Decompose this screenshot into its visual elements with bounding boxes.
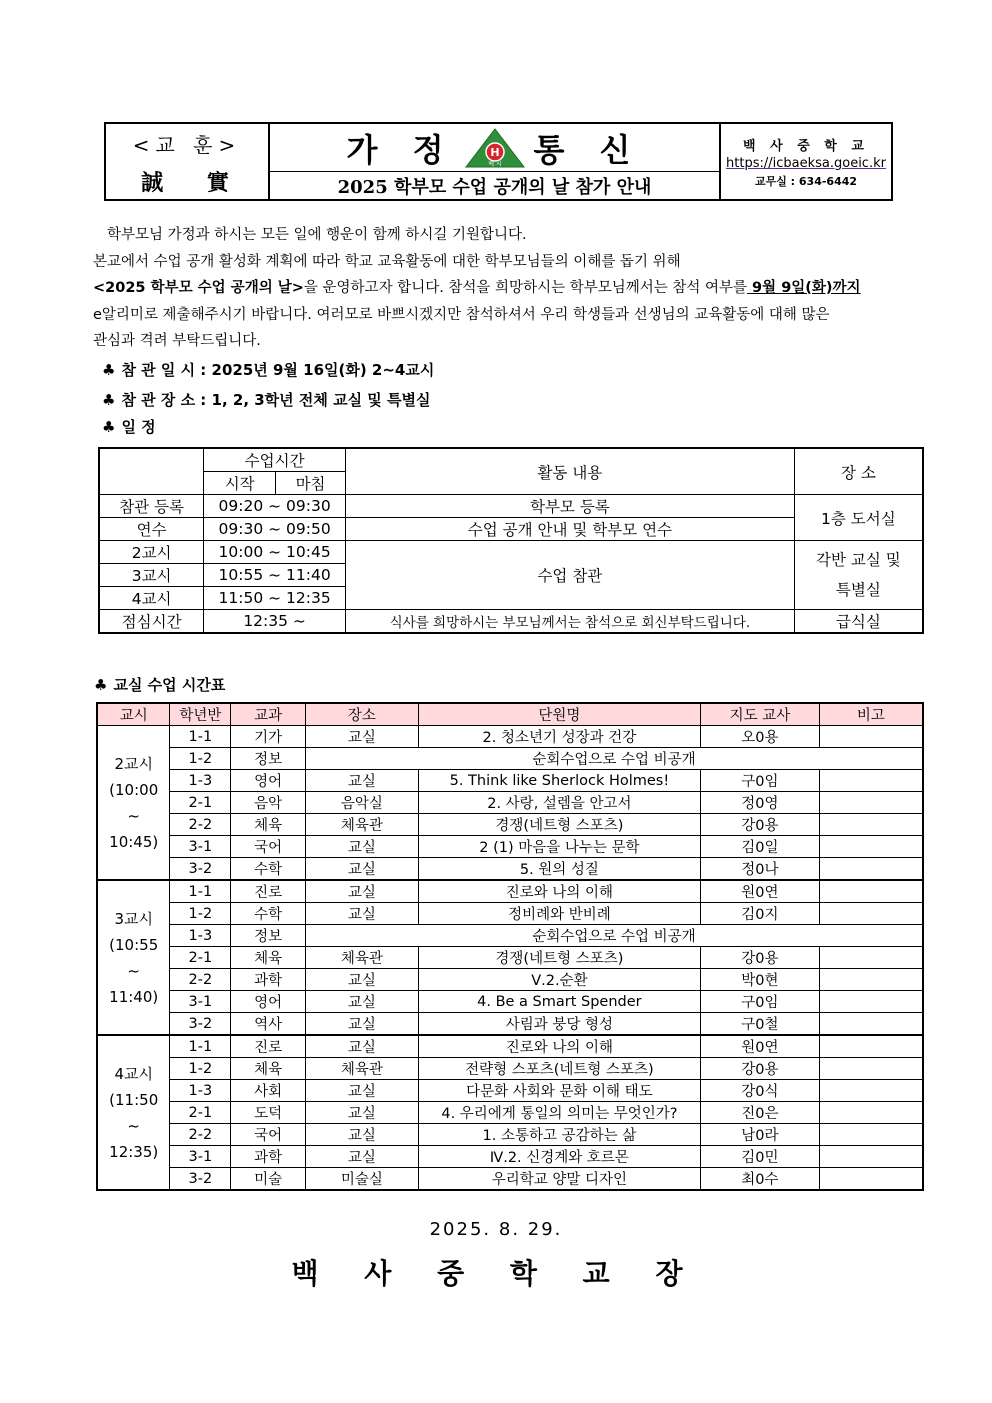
- teacher-cell: 구0철: [701, 1013, 820, 1036]
- unit-cell: 진로와 나의 이해: [418, 1035, 700, 1058]
- place-cell: 음악실: [306, 792, 419, 814]
- timetable-row: [97, 792, 923, 814]
- school-logo-icon: [464, 127, 526, 169]
- teacher-cell: 정0영: [701, 792, 820, 814]
- bullet-timetable: ♣ 교실 수업 시간표: [94, 676, 226, 694]
- unit-cell: Ⅴ.2.순환: [418, 969, 700, 991]
- subject-cell: 정보: [231, 925, 306, 947]
- unit-cell: Ⅳ.2. 신경계와 호르몬: [418, 1146, 700, 1168]
- subject-cell: 역사: [231, 1013, 306, 1036]
- note-cell: [819, 903, 923, 925]
- timetable-row: [97, 969, 923, 991]
- subject-cell: 기가: [231, 726, 306, 748]
- unit-cell: 사림과 붕당 형성: [418, 1013, 700, 1036]
- subject-cell: 정보: [231, 748, 306, 770]
- intro-line-2: 본교에서 수업 공개 활성화 계획에 따라 학교 교육활동에 대한 학부모님들의 이해를 돕기 위해: [93, 253, 681, 270]
- timetable-row: [97, 1124, 923, 1146]
- timetable-header-row: [97, 703, 923, 726]
- class-cell: 1-1: [170, 880, 231, 903]
- timetable-header-cell: 지도 교사: [701, 703, 820, 726]
- class-cell: 2-2: [170, 969, 231, 991]
- subject-cell: 도덕: [231, 1102, 306, 1124]
- timetable-row: [97, 1146, 923, 1168]
- bullet-schedule: ♣ 일 정: [102, 418, 156, 436]
- place-cell: 교실: [306, 1080, 419, 1102]
- unit-cell: 경쟁(네트형 스포츠): [418, 947, 700, 969]
- place-cell: 교실: [306, 770, 419, 792]
- timetable-row: [97, 925, 923, 947]
- place-cell: 교실: [306, 880, 419, 903]
- unit-cell: 4. 우리에게 통일의 의미는 무엇인가?: [418, 1102, 700, 1124]
- timetable-row: [97, 836, 923, 858]
- place-cell: 교실: [306, 969, 419, 991]
- subject-cell: 수학: [231, 903, 306, 925]
- deadline: 9월 9일(화)까지: [747, 280, 861, 296]
- note-cell: [819, 1124, 923, 1146]
- schedule-header-activity: 활동 내용: [345, 448, 794, 495]
- school-info: [721, 124, 891, 199]
- teacher-cell: 남0라: [701, 1124, 820, 1146]
- timetable-row: [97, 1102, 923, 1124]
- teacher-cell: 구0임: [701, 991, 820, 1013]
- bullet-date: ♣ 참 관 일 시 : 2025년 9월 16일(화) 2~4교시: [102, 361, 435, 379]
- schedule-row: 참관 등록 09:20 ~ 09:30 학부모 등록 1층 도서실: [99, 495, 923, 518]
- timetable-row: [97, 1080, 923, 1102]
- intro-line-3: [93, 275, 913, 302]
- class-cell: 1-3: [170, 925, 231, 947]
- schedule-row: 연수 09:30 ~ 09:50 수업 공개 안내 및 학부모 연수: [99, 518, 923, 541]
- activity-observe: 수업 참관: [345, 541, 794, 610]
- svg-text:H: H: [489, 145, 500, 159]
- note-cell: [819, 836, 923, 858]
- unit-cell: 정비례와 반비례: [418, 903, 700, 925]
- closed-notice-cell: 순회수업으로 수업 비공개: [306, 925, 923, 947]
- intro-paragraph: [93, 222, 913, 355]
- club-icon: ♣: [102, 418, 116, 436]
- intro-line-1: 학부모님 가정과 하시는 모든 일에 행운이 함께 하시길 기원합니다.: [107, 227, 527, 243]
- teacher-cell: 박0현: [701, 969, 820, 991]
- subject-cell: 진로: [231, 880, 306, 903]
- period-cell: 3교시 (10:55 ~ 11:40): [97, 880, 170, 1035]
- period-cell: 4교시 (11:50 ~ 12:35): [97, 1035, 170, 1190]
- school-url-link[interactable]: https://icbaeksa.goeic.kr: [726, 155, 886, 171]
- note-cell: [819, 792, 923, 814]
- motto-label: <교 훈>: [132, 133, 242, 157]
- subject-cell: 체육: [231, 947, 306, 969]
- schedule-row: 4교시 11:50 ~ 12:35: [99, 587, 923, 610]
- class-cell: 2-2: [170, 814, 231, 836]
- subject-cell: 체육: [231, 1058, 306, 1080]
- intro-line-5: 관심과 격려 부탁드립니다.: [93, 333, 261, 349]
- class-cell: 2-1: [170, 792, 231, 814]
- subject-cell: 영어: [231, 991, 306, 1013]
- note-cell: [819, 770, 923, 792]
- unit-cell: 경쟁(네트형 스포츠): [418, 814, 700, 836]
- motto-text: 誠 實: [141, 169, 247, 196]
- schedule-header-time: 수업시간: [204, 448, 346, 472]
- unit-cell: 1. 소통하고 공감하는 삶: [418, 1124, 700, 1146]
- schedule-table: [98, 447, 924, 634]
- class-cell: 1-2: [170, 903, 231, 925]
- timetable-row: [97, 1168, 923, 1191]
- closed-notice-cell: 순회수업으로 수업 비공개: [306, 748, 923, 770]
- timetable-row: [97, 814, 923, 836]
- class-cell: 1-1: [170, 1035, 231, 1058]
- class-cell: 1-3: [170, 770, 231, 792]
- schedule-row: 점심시간 12:35 ~ 식사를 희망하시는 부모님께서는 참석으로 회신부탁드립니다. 급식실: [99, 610, 923, 634]
- timetable-header-cell: 단원명: [418, 703, 700, 726]
- teacher-cell: 오0용: [701, 726, 820, 748]
- class-cell: 1-2: [170, 748, 231, 770]
- note-cell: [819, 880, 923, 903]
- note-cell: [819, 1058, 923, 1080]
- class-cell: 3-2: [170, 1013, 231, 1036]
- event-name: <2025 학부모 수업 공개의 날>: [93, 280, 304, 296]
- note-cell: [819, 1168, 923, 1191]
- principal-signature: 백 사 중 학 교 장: [291, 1257, 701, 1290]
- class-cell: 3-2: [170, 858, 231, 881]
- club-icon: ♣: [102, 391, 116, 409]
- timetable: [96, 702, 924, 1191]
- place-classrooms: 각반 교실 및 특별실: [794, 541, 923, 610]
- schedule-header-row: [99, 448, 923, 472]
- schedule-header-start: 시작: [204, 472, 276, 495]
- unit-cell: 다문화 사회와 문화 이해 태도: [418, 1080, 700, 1102]
- title-right: 통 신: [533, 130, 643, 169]
- teacher-cell: 최0수: [701, 1168, 820, 1191]
- subject-cell: 영어: [231, 770, 306, 792]
- subject-cell: 미술: [231, 1168, 306, 1191]
- class-cell: 2-1: [170, 1102, 231, 1124]
- teacher-cell: 강0용: [701, 947, 820, 969]
- timetable-row: [97, 880, 923, 903]
- class-cell: 2-1: [170, 947, 231, 969]
- timetable-header-cell: 학년반: [170, 703, 231, 726]
- school-name: 백 사 중 학 교: [743, 138, 869, 154]
- class-cell: 2-2: [170, 1124, 231, 1146]
- note-cell: [819, 814, 923, 836]
- teacher-cell: 구0임: [701, 770, 820, 792]
- place-cell: 미술실: [306, 1168, 419, 1191]
- note-cell: [819, 1035, 923, 1058]
- note-cell: [819, 858, 923, 881]
- bullet-place: ♣ 참 관 장 소 : 1, 2, 3학년 전체 교실 및 특별실: [102, 391, 431, 409]
- place-cell: 교실: [306, 1035, 419, 1058]
- place-cell: 교실: [306, 1124, 419, 1146]
- subtitle: 2025 학부모 수업 공개의 날 참가 안내: [337, 176, 652, 198]
- place-cell: 교실: [306, 903, 419, 925]
- timetable-header-cell: 교과: [231, 703, 306, 726]
- note-cell: [819, 1146, 923, 1168]
- timetable-row: [97, 1058, 923, 1080]
- teacher-cell: 김0민: [701, 1146, 820, 1168]
- subject-cell: 체육: [231, 814, 306, 836]
- class-cell: 3-2: [170, 1168, 231, 1191]
- teacher-cell: 강0식: [701, 1080, 820, 1102]
- teacher-cell: 강0용: [701, 1058, 820, 1080]
- unit-cell: 4. Be a Smart Spender: [418, 991, 700, 1013]
- teacher-cell: 원0연: [701, 880, 820, 903]
- subject-cell: 과학: [231, 969, 306, 991]
- teacher-cell: 정0나: [701, 858, 820, 881]
- place-cell: 교실: [306, 1013, 419, 1036]
- class-cell: 3-1: [170, 991, 231, 1013]
- newsletter-header: [104, 122, 893, 201]
- timetable-row: [97, 726, 923, 748]
- class-cell: 1-3: [170, 1080, 231, 1102]
- unit-cell: 2. 사랑, 설렘을 안고서: [418, 792, 700, 814]
- school-phone: 교무실 : 634-6442: [754, 174, 858, 188]
- subject-cell: 국어: [231, 1124, 306, 1146]
- place-cell: 교실: [306, 726, 419, 748]
- logo-text: 백 시: [487, 160, 502, 168]
- class-cell: 1-2: [170, 1058, 231, 1080]
- place-cell: 교실: [306, 836, 419, 858]
- class-cell: 3-1: [170, 836, 231, 858]
- timetable-row: [97, 903, 923, 925]
- timetable-row: [97, 1013, 923, 1036]
- timetable-row: [97, 770, 923, 792]
- note-cell: [819, 1080, 923, 1102]
- timetable-header-cell: 교시: [97, 703, 170, 726]
- note-cell: [819, 947, 923, 969]
- schedule-header-place: 장 소: [794, 448, 923, 495]
- timetable-row: [97, 947, 923, 969]
- schedule-row: 2교시 10:00 ~ 10:45 수업 참관 각반 교실 및 특별실: [99, 541, 923, 564]
- title-box: [270, 124, 721, 199]
- unit-cell: 우리학교 양말 디자인: [418, 1168, 700, 1191]
- schedule-row: 3교시 10:55 ~ 11:40: [99, 564, 923, 587]
- schedule-header-blank: [99, 448, 204, 495]
- place-cell: 교실: [306, 1102, 419, 1124]
- class-cell: 3-1: [170, 1146, 231, 1168]
- unit-cell: 전략형 스포츠(네트형 스포츠): [418, 1058, 700, 1080]
- subject-cell: 과학: [231, 1146, 306, 1168]
- subject-cell: 수학: [231, 858, 306, 881]
- place-cell: 교실: [306, 1146, 419, 1168]
- place-cell: 교실: [306, 991, 419, 1013]
- timetable-row: [97, 1035, 923, 1058]
- teacher-cell: 원0연: [701, 1035, 820, 1058]
- club-icon: ♣: [94, 676, 108, 694]
- motto-box: [106, 124, 270, 199]
- timetable-header-cell: 장소: [306, 703, 419, 726]
- place-cell: 교실: [306, 858, 419, 881]
- timetable-row: [97, 858, 923, 881]
- subject-cell: 진로: [231, 1035, 306, 1058]
- timetable-row: [97, 991, 923, 1013]
- intro-line-3-body: 을 운영하고자 합니다. 참석을 희망하시는 학부모님께서는 참석 여부를: [303, 280, 747, 296]
- club-icon: ♣: [102, 361, 116, 379]
- subject-cell: 사회: [231, 1080, 306, 1102]
- note-cell: [819, 991, 923, 1013]
- unit-cell: 진로와 나의 이해: [418, 880, 700, 903]
- class-cell: 1-1: [170, 726, 231, 748]
- note-cell: [819, 1102, 923, 1124]
- note-cell: [819, 726, 923, 748]
- title-row: [270, 124, 719, 172]
- teacher-cell: 강0용: [701, 814, 820, 836]
- place-cell: 체육관: [306, 947, 419, 969]
- subject-cell: 국어: [231, 836, 306, 858]
- teacher-cell: 김0지: [701, 903, 820, 925]
- unit-cell: 5. 원의 성질: [418, 858, 700, 881]
- note-cell: [819, 1013, 923, 1036]
- timetable-header-cell: 비고: [819, 703, 923, 726]
- subject-cell: 음악: [231, 792, 306, 814]
- note-cell: [819, 969, 923, 991]
- unit-cell: 5. Think like Sherlock Holmes!: [418, 770, 700, 792]
- teacher-cell: 김0일: [701, 836, 820, 858]
- intro-line-4: e알리미로 제출해주시기 바랍니다. 여러모로 바쁘시겠지만 참석하셔서 우리 학생들과 선생님의 교육활동에 대해 많은: [93, 306, 830, 323]
- place-library: 1층 도서실: [794, 495, 923, 541]
- period-cell: 2교시 (10:00 ~ 10:45): [97, 726, 170, 881]
- teacher-cell: 진0은: [701, 1102, 820, 1124]
- title-left: 가 정: [346, 130, 456, 169]
- unit-cell: 2 (1) 마음을 나누는 문학: [418, 836, 700, 858]
- timetable-row: [97, 748, 923, 770]
- place-cell: 체육관: [306, 814, 419, 836]
- schedule-header-end: 마침: [276, 472, 346, 495]
- unit-cell: 2. 청소년기 성장과 건강: [418, 726, 700, 748]
- place-cell: 체육관: [306, 1058, 419, 1080]
- issue-date: 2025. 8. 29.: [429, 1219, 563, 1240]
